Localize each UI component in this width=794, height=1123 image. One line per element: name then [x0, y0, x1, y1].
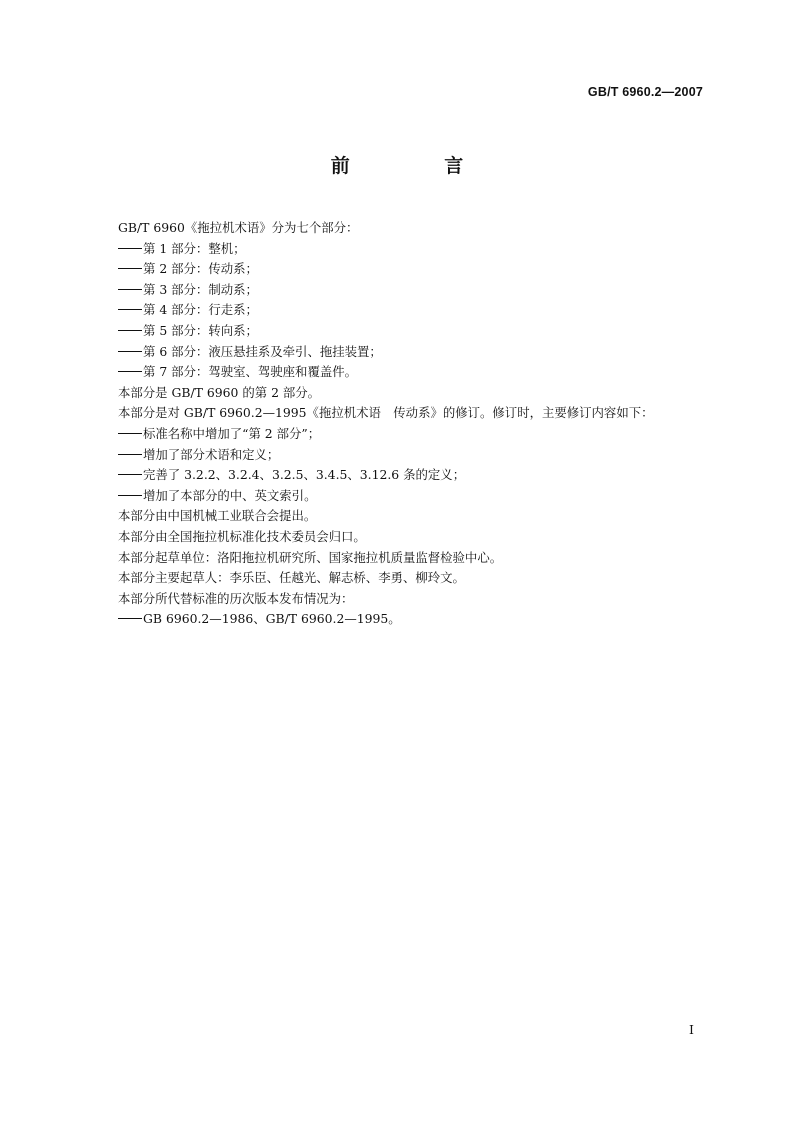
paragraph-line	[118, 589, 708, 610]
em-dash-marker	[118, 433, 142, 434]
list-item	[118, 362, 708, 383]
paragraph-line	[118, 383, 708, 404]
line-text: 本部分是对 GB/T 6960.2—1995《拖拉机术语 传动系》的修订。修订时，主要修订内容如下：	[118, 405, 654, 421]
line-text: 本部分主要起草人：李乐臣、任越光、解志桥、李勇、柳玲文。	[118, 570, 465, 586]
list-item	[118, 609, 708, 630]
line-text: GB 6960.2—1986、GB/T 6960.2—1995。	[143, 611, 401, 627]
line-text: 第 2 部分：传动系；	[143, 261, 258, 277]
em-dash-marker	[118, 268, 142, 269]
list-item	[118, 342, 708, 363]
paragraph-line	[118, 403, 708, 424]
em-dash-marker	[118, 474, 142, 475]
line-text: 本部分所代替标准的历次版本发布情况为：	[118, 590, 354, 606]
standard-code: GB/T 6960.2—2007	[587, 85, 703, 99]
line-text: 第 3 部分：制动系；	[143, 281, 258, 297]
list-item	[118, 424, 708, 445]
line-text: 第 7 部分：驾驶室、驾驶座和覆盖件。	[143, 364, 358, 380]
paragraph-line	[118, 218, 708, 239]
em-dash-marker	[118, 309, 142, 310]
paragraph-line	[118, 548, 708, 569]
em-dash-marker	[118, 248, 142, 249]
line-text: 第 5 部分：转向系；	[143, 322, 258, 338]
list-item	[118, 239, 708, 260]
line-text: 第 4 部分：行走系；	[143, 302, 258, 318]
em-dash-marker	[118, 289, 142, 290]
em-dash-marker	[118, 454, 142, 455]
em-dash-marker	[118, 618, 142, 619]
list-item	[118, 486, 708, 507]
foreword-body	[118, 218, 708, 630]
page-number: I	[689, 1022, 694, 1037]
line-text: 第 6 部分：液压悬挂系及牵引、拖挂装置；	[143, 343, 382, 359]
page-title: 前 言	[330, 155, 508, 177]
line-text: 第 1 部分：整机；	[143, 240, 246, 256]
em-dash-marker	[118, 495, 142, 496]
paragraph-line	[118, 506, 708, 527]
line-text: 完善了 3.2.2、3.2.4、3.2.5、3.4.5、3.12.6 条的定义；	[143, 467, 466, 483]
list-item	[118, 465, 708, 486]
line-text: GB/T 6960《拖拉机术语》分为七个部分：	[118, 220, 359, 235]
line-text: 增加了本部分的中、英文索引。	[143, 487, 317, 503]
line-text: 本部分是 GB/T 6960 的第 2 部分。	[118, 384, 321, 400]
line-text: 标准名称中增加了“第 2 部分”；	[143, 425, 321, 441]
paragraph-line	[118, 568, 708, 589]
list-item	[118, 300, 708, 321]
em-dash-marker	[118, 371, 142, 372]
paragraph-line	[118, 527, 708, 548]
list-item	[118, 259, 708, 280]
list-item	[118, 321, 708, 342]
line-text: 本部分由中国机械工业联合会提出。	[118, 508, 317, 524]
line-text: 本部分起草单位：洛阳拖拉机研究所、国家拖拉机质量监督检验中心。	[118, 549, 503, 565]
list-item	[118, 280, 708, 301]
em-dash-marker	[118, 351, 142, 352]
list-item	[118, 445, 708, 466]
line-text: 增加了部分术语和定义；	[143, 446, 280, 462]
em-dash-marker	[118, 330, 142, 331]
line-text: 本部分由全国拖拉机标准化技术委员会归口。	[118, 528, 366, 544]
